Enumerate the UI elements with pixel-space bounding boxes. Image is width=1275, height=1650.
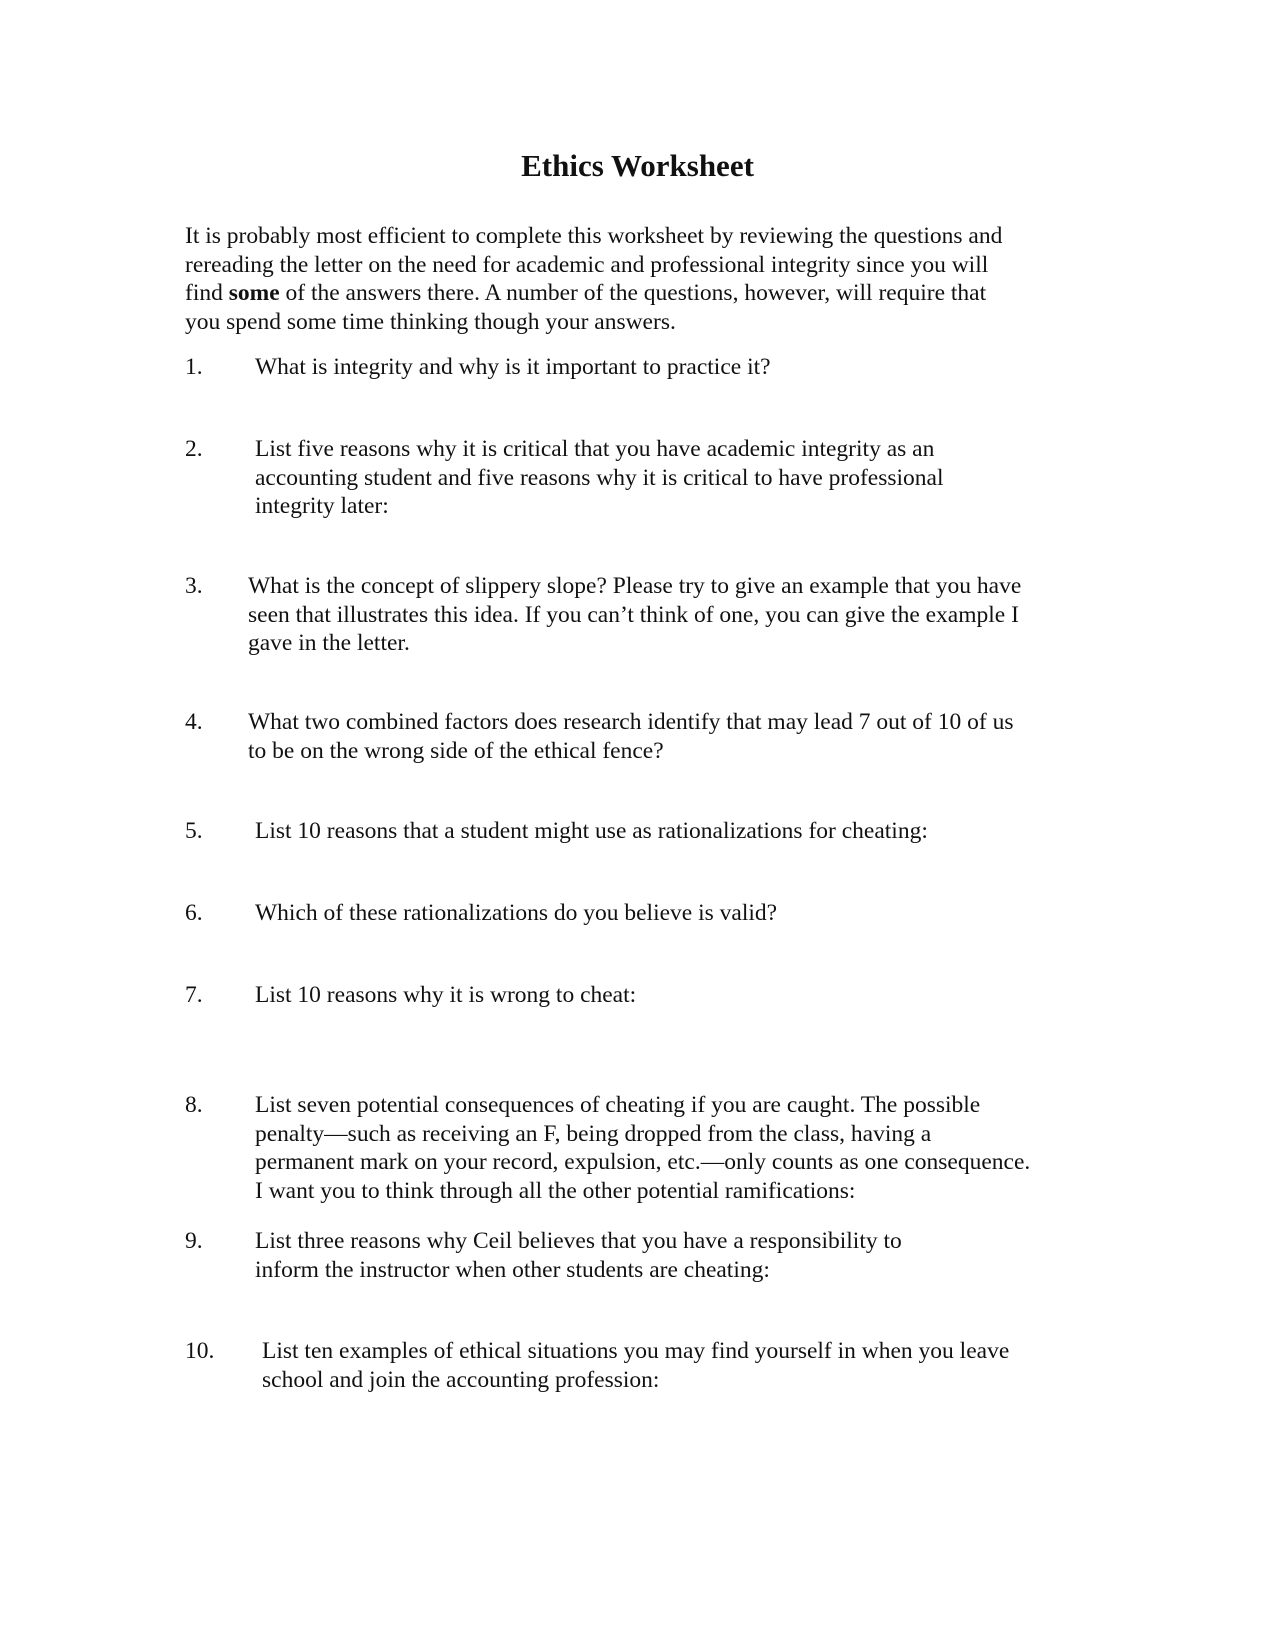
question-text: [248, 572, 1021, 658]
question-line: accounting student and five reasons why it is critical to have professional: [255, 464, 944, 491]
intro-text: find: [185, 280, 229, 306]
question-number: 6.: [185, 900, 203, 926]
question-text: [255, 353, 771, 382]
question-line: gave in the letter.: [248, 630, 410, 656]
intro-line: It is probably most efficient to complete this worksheet by reviewing the questions and: [185, 223, 1003, 249]
question-text: [255, 981, 636, 1010]
intro-line: you spend some time thinking though your answers.: [185, 308, 676, 335]
question-text: [248, 708, 1013, 765]
question-number: 5.: [185, 818, 203, 844]
question-line: penalty—such as receiving an F, being dropped from the class, having a: [255, 1120, 932, 1147]
question-line: school and join the accounting profession:: [262, 1366, 660, 1393]
question-line: seen that illustrates this idea. If you can’t think of one, you can give the example I: [248, 601, 1019, 628]
question-line: List five reasons why it is critical that you have academic integrity as an: [255, 436, 935, 462]
question-number: 9.: [185, 1228, 203, 1254]
question-number: 8.: [185, 1092, 203, 1118]
question-text: [262, 1337, 1009, 1394]
question-line: List seven potential consequences of cheating if you are caught. The possible: [255, 1092, 981, 1118]
intro-text: of the answers there. A number of the questions, however, will require that: [279, 280, 987, 306]
question-line: integrity later:: [255, 493, 389, 519]
question-line: I want you to think through all the other potential ramifications:: [255, 1177, 856, 1204]
question-line: List ten examples of ethical situations you may find yourself in when you leave: [262, 1338, 1010, 1364]
question-line: Which of these rationalizations do you believe is valid?: [255, 900, 778, 926]
question-text: [255, 817, 928, 846]
question-line: List 10 reasons that a student might use as rationalizations for cheating:: [255, 818, 928, 844]
question-text: [255, 435, 944, 521]
intro-paragraph: [185, 222, 1085, 336]
page-title: Ethics Worksheet: [521, 148, 754, 183]
question-text: [255, 1091, 1030, 1205]
question-line: permanent mark on your record, expulsion, etc.—only counts as one consequence.: [255, 1149, 1031, 1175]
question-line: What two combined factors does research identify that may lead 7 out of 10 of us: [248, 709, 1014, 735]
question-number: 10.: [185, 1338, 215, 1364]
question-line: What is integrity and why is it important to practice it?: [255, 354, 771, 380]
question-number: 7.: [185, 982, 203, 1008]
question-line: List three reasons why Ceil believes that you have a responsibility to: [255, 1228, 902, 1254]
emphasis-some: some: [228, 280, 280, 306]
question-line: inform the instructor when other students are cheating:: [255, 1256, 770, 1283]
question-number: 1.: [185, 354, 203, 380]
question-text: [255, 899, 777, 928]
question-line: What is the concept of slippery slope? Please try to give an example that you have: [248, 573, 1022, 599]
question-text: [255, 1227, 902, 1284]
question-number: 3.: [185, 573, 203, 599]
question-line: to be on the wrong side of the ethical fence?: [248, 737, 664, 764]
intro-line: rereading the letter on the need for academic and professional integrity since you will: [185, 251, 989, 278]
question-number: 2.: [185, 436, 203, 462]
intro-line: [185, 279, 1085, 308]
question-number: 4.: [185, 709, 203, 735]
question-line: List 10 reasons why it is wrong to cheat:: [255, 982, 637, 1008]
